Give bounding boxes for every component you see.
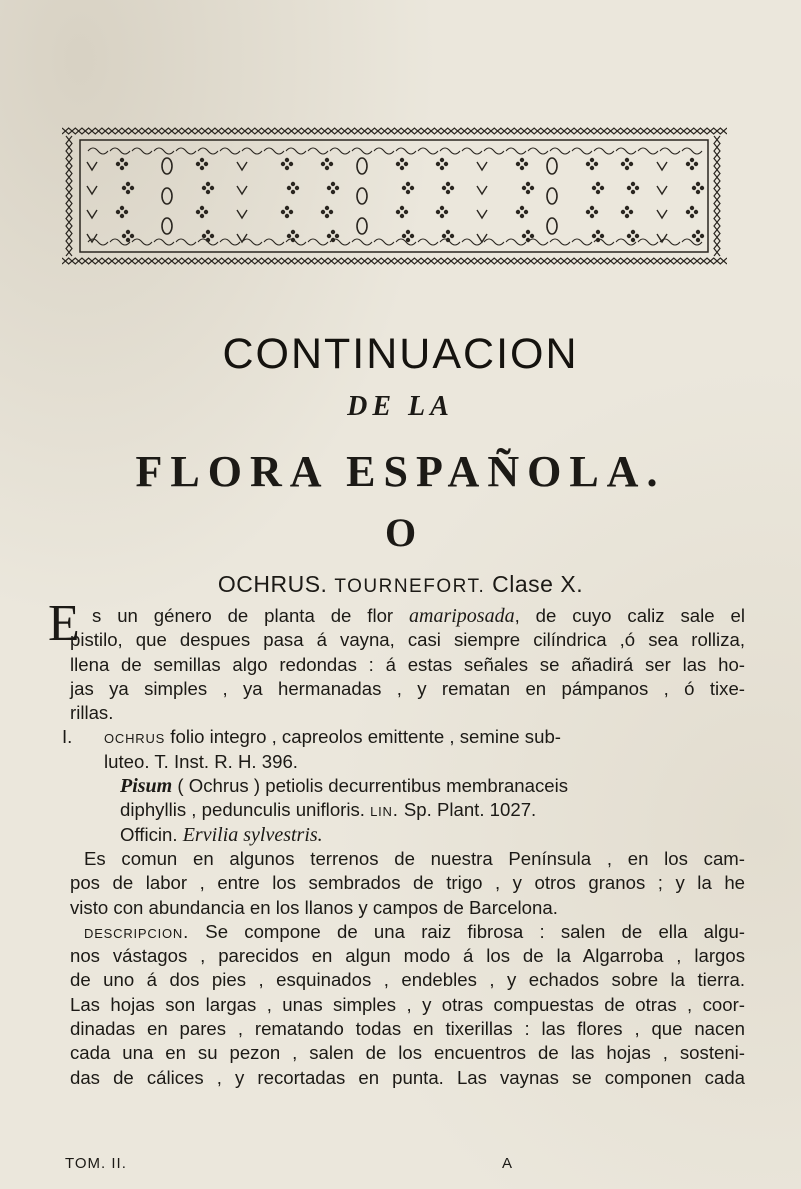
habitat-line-1: Es comun en algunos terrenos de nuestra Península , en los cam- [84, 847, 745, 869]
description-line-2: nos vástagos , parecidos en algun modo á los de la Algarroba , largos [70, 945, 745, 967]
description-line-7: das de cálices , y recortadas en punta. Las vaynas se componen cada [70, 1066, 745, 1088]
species-line-4: diphyllis , pedunculis unifloris. lin. Sp. Plant. 1027. [120, 799, 537, 821]
work-title: FLORA ESPAÑOLA. [135, 447, 666, 496]
intro-line-5: rillas. [70, 702, 114, 724]
intro-paragraph [48, 595, 745, 725]
description-line-5: dinadas en pares , rematando todas en tixerillas : las flores , que nacen [70, 1018, 745, 1040]
genus-heading [0, 571, 801, 598]
habitat-line-3: visto con abundancia en los llanos y campos de Barcelona. [70, 896, 558, 918]
intro-line-4: jas ya simples , ya hermanadas , y rematan en pámpanos , ó tixe- [70, 677, 745, 699]
species-line-2: luteo. T. Inst. R. H. 396. [104, 750, 298, 772]
species-line-5: Officin. Ervilia sylvestris. [120, 823, 323, 846]
intro-line-2: pistilo, que despues pasa á vayna, casi siempre cilíndrica ,ó sea rolliza, [70, 629, 745, 651]
species-number: I. [62, 726, 73, 748]
description-line-3: de uno á dos pies , esquinados , endebles , y echados sobre la tierra. [70, 969, 745, 991]
description-paragraph [70, 920, 745, 1090]
volume-number: TOM. II. [65, 1155, 127, 1172]
drop-cap: E [48, 595, 80, 652]
signature-mark: A [502, 1155, 514, 1172]
page-title: CONTINUACION [222, 330, 579, 378]
description-line-1: descripcion. Se compone de una raiz fibrosa : salen de ella algu- [84, 920, 745, 942]
genus-name: OCHRUS. [217, 571, 328, 597]
intro-line-1: E s un género de planta de flor amariposada, de cuyo caliz sale el [48, 595, 745, 652]
genus-author: TOURNEFORT. [334, 576, 486, 597]
habitat-paragraph [70, 847, 745, 920]
description-line-6: cada una en su pezon , salen de los encuentros de las hojas , sosteni- [70, 1042, 745, 1064]
species-line-3: Pisum ( Ochrus ) petiolis decurrentibus membranaceis [120, 775, 569, 798]
page-footer [65, 1155, 535, 1172]
species-entry [62, 725, 745, 846]
section-letter: O [384, 510, 417, 555]
description-line-4: Las hojas son largas , unas simples , y otras compuestas de otras , coor- [70, 993, 745, 1015]
body-text [48, 595, 745, 1090]
species-line-1: I. ochrus folio integro , capreolos emittente , semine sub- [70, 725, 745, 749]
title-article: DE LA [347, 391, 454, 422]
description-label: descripcion. [84, 920, 190, 942]
genus-class: Clase X. [492, 571, 584, 597]
habitat-line-2: pos de labor , entre los sembrados de trigo , y otros granos ; y la he [70, 872, 745, 894]
intro-line-3: llena de semillas algo redondas : á estas señales se añadirá ser las ho- [70, 653, 745, 675]
